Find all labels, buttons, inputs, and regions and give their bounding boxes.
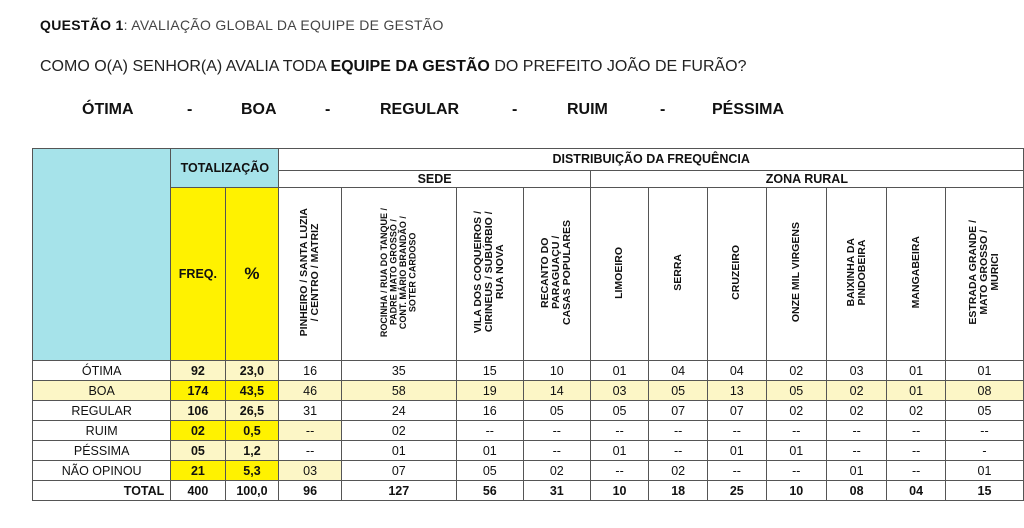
value-cell: 03	[826, 361, 886, 381]
value-cell: 05	[766, 381, 826, 401]
question-title	[40, 17, 444, 33]
value-cell: 01	[887, 361, 946, 381]
value-cell: 04	[649, 361, 708, 381]
value-cell: 35	[341, 361, 456, 381]
question-text	[40, 58, 747, 76]
scale-option-regular: REGULAR	[380, 101, 460, 118]
distribuicao-header: DISTRIBUIÇÃO DA FREQUÊNCIA	[279, 149, 1024, 171]
pct-cell: 1,2	[225, 441, 279, 461]
value-cell: 02	[826, 401, 886, 421]
value-cell: --	[826, 441, 886, 461]
column-header	[523, 188, 590, 361]
value-cell: 03	[590, 381, 649, 401]
value-cell: 05	[590, 401, 649, 421]
value-cell: 13	[707, 381, 766, 401]
value-cell: --	[766, 461, 826, 481]
column-header	[590, 188, 649, 361]
column-header	[279, 188, 341, 361]
value-cell: 05	[649, 381, 708, 401]
zona-rural-header: ZONA RURAL	[590, 170, 1023, 187]
value-cell: 01	[590, 441, 649, 461]
value-cell: --	[887, 461, 946, 481]
question-text-pre: COMO O(A) SENHOR(A) AVALIA TODA	[40, 58, 331, 75]
value-cell: 02	[887, 401, 946, 421]
scale-option-boa: BOA	[241, 101, 277, 118]
table-row	[33, 381, 1024, 401]
column-header	[707, 188, 766, 361]
column-header	[945, 188, 1023, 361]
value-cell: --	[707, 421, 766, 441]
row-label: BOA	[33, 381, 171, 401]
total-cell: 25	[707, 481, 766, 501]
totalizacao-header: TOTALIZAÇÃO	[171, 149, 279, 188]
column-header-label: LIMOEIRO	[613, 246, 626, 299]
value-cell: 02	[649, 461, 708, 481]
row-label: NÃO OPINOU	[33, 461, 171, 481]
total-cell: 08	[826, 481, 886, 501]
table-row	[33, 461, 1024, 481]
total-cell: 31	[523, 481, 590, 501]
answer-scale	[0, 101, 1024, 125]
value-cell: 01	[707, 441, 766, 461]
value-cell: --	[945, 421, 1023, 441]
value-cell: 04	[707, 361, 766, 381]
scale-option-otima: ÓTIMA	[82, 101, 134, 118]
pct-cell: 23,0	[225, 361, 279, 381]
table-row	[33, 421, 1024, 441]
total-row	[33, 481, 1024, 501]
scale-separator: -	[187, 101, 193, 118]
freq-cell: 05	[171, 441, 225, 461]
value-cell: --	[766, 421, 826, 441]
value-cell: 19	[456, 381, 523, 401]
sede-header: SEDE	[279, 170, 590, 187]
freq-cell: 21	[171, 461, 225, 481]
scale-separator: -	[512, 101, 518, 118]
value-cell: 58	[341, 381, 456, 401]
row-label: ÓTIMA	[33, 361, 171, 381]
total-pct: 100,0	[225, 481, 279, 501]
value-cell: 01	[945, 361, 1023, 381]
value-cell: 07	[341, 461, 456, 481]
table-row	[33, 361, 1024, 381]
question-text-post: DO PREFEITO JOÃO DE FURÃO?	[489, 58, 747, 75]
total-cell: 18	[649, 481, 708, 501]
scale-option-pessima: PÉSSIMA	[712, 101, 785, 118]
column-header	[649, 188, 708, 361]
total-cell: 04	[887, 481, 946, 501]
value-cell: 02	[826, 381, 886, 401]
pct-header: %	[225, 188, 279, 361]
column-header-label: VILA DOS COQUEIROS / CIRINEUS / SUBÚRBIO / RUA NOVA	[472, 211, 507, 334]
column-header	[766, 188, 826, 361]
freq-header: FREQ.	[171, 188, 225, 361]
table-row	[33, 401, 1024, 421]
value-cell: 08	[945, 381, 1023, 401]
freq-cell: 106	[171, 401, 225, 421]
total-cell: 56	[456, 481, 523, 501]
value-cell: 16	[456, 401, 523, 421]
column-header-label: MANGABEIRA	[909, 236, 922, 309]
column-header	[341, 188, 456, 361]
value-cell: 01	[341, 441, 456, 461]
freq-cell: 92	[171, 361, 225, 381]
row-label: REGULAR	[33, 401, 171, 421]
value-cell: 01	[945, 461, 1023, 481]
question-title-text: : AVALIAÇÃO GLOBAL DA EQUIPE DE GESTÃO	[123, 17, 444, 33]
value-cell: 02	[523, 461, 590, 481]
pct-cell: 0,5	[225, 421, 279, 441]
total-cell: 127	[341, 481, 456, 501]
pct-cell: 43,5	[225, 381, 279, 401]
value-cell: --	[279, 441, 341, 461]
value-cell: --	[826, 421, 886, 441]
total-freq: 400	[171, 481, 225, 501]
value-cell: --	[649, 421, 708, 441]
value-cell: 02	[766, 401, 826, 421]
value-cell: 05	[456, 461, 523, 481]
value-cell: --	[590, 421, 649, 441]
value-cell: 31	[279, 401, 341, 421]
pct-cell: 26,5	[225, 401, 279, 421]
value-cell: 02	[766, 361, 826, 381]
scale-separator: -	[660, 101, 666, 118]
value-cell: 15	[456, 361, 523, 381]
value-cell: 10	[523, 361, 590, 381]
column-header-label: SERRA	[671, 254, 684, 291]
scale-option-ruim: RUIM	[567, 101, 608, 118]
column-header-label: RECANTO DO PARAGUAÇU / CASAS POPULARES	[539, 219, 574, 325]
value-cell: --	[279, 421, 341, 441]
value-cell: --	[523, 421, 590, 441]
value-cell: 24	[341, 401, 456, 421]
total-cell: 10	[766, 481, 826, 501]
value-cell: -	[945, 441, 1023, 461]
column-header-label: CRUZEIRO	[730, 245, 743, 300]
value-cell: --	[590, 461, 649, 481]
pct-cell: 5,3	[225, 461, 279, 481]
corner-cell	[33, 149, 171, 361]
column-header-label: PINHEIRO / SANTA LUZIA / CENTRO / MATRIZ	[298, 208, 322, 337]
value-cell: 16	[279, 361, 341, 381]
value-cell: --	[649, 441, 708, 461]
value-cell: 07	[707, 401, 766, 421]
total-cell: 96	[279, 481, 341, 501]
results-table	[32, 148, 1024, 501]
value-cell: --	[456, 421, 523, 441]
value-cell: 01	[456, 441, 523, 461]
value-cell: 14	[523, 381, 590, 401]
value-cell: --	[523, 441, 590, 461]
value-cell: 01	[887, 381, 946, 401]
column-header	[456, 188, 523, 361]
row-label: PÉSSIMA	[33, 441, 171, 461]
value-cell: 03	[279, 461, 341, 481]
value-cell: 46	[279, 381, 341, 401]
value-cell: 01	[590, 361, 649, 381]
total-cell: 10	[590, 481, 649, 501]
question-number: QUESTÃO 1	[40, 17, 124, 33]
value-cell: --	[887, 421, 946, 441]
total-cell: 15	[945, 481, 1023, 501]
column-header-label: BAIXINHA DA PINDOBEIRA	[844, 238, 868, 307]
scale-separator: -	[325, 101, 331, 118]
total-label: TOTAL	[33, 481, 171, 501]
row-label: RUIM	[33, 421, 171, 441]
value-cell: 07	[649, 401, 708, 421]
value-cell: 01	[826, 461, 886, 481]
column-header-label: ONZE MIL VIRGENS	[789, 222, 802, 323]
column-header-label: ROCINHA / RUA DO TANQUE / PADRE MATO GROSSO / CONT. MÁRIO BRANDÃO / SOTER CARDOSO	[378, 207, 418, 338]
column-header	[887, 188, 946, 361]
value-cell: 05	[945, 401, 1023, 421]
freq-cell: 174	[171, 381, 225, 401]
value-cell: --	[887, 441, 946, 461]
value-cell: 05	[523, 401, 590, 421]
question-text-bold: EQUIPE DA GESTÃO	[330, 58, 490, 75]
value-cell: --	[707, 461, 766, 481]
value-cell: 01	[766, 441, 826, 461]
column-header	[826, 188, 886, 361]
table-row	[33, 441, 1024, 461]
column-header-label: ESTRADA GRANDE / MATO GROSSO / MURICI	[966, 220, 1001, 325]
freq-cell: 02	[171, 421, 225, 441]
value-cell: 02	[341, 421, 456, 441]
